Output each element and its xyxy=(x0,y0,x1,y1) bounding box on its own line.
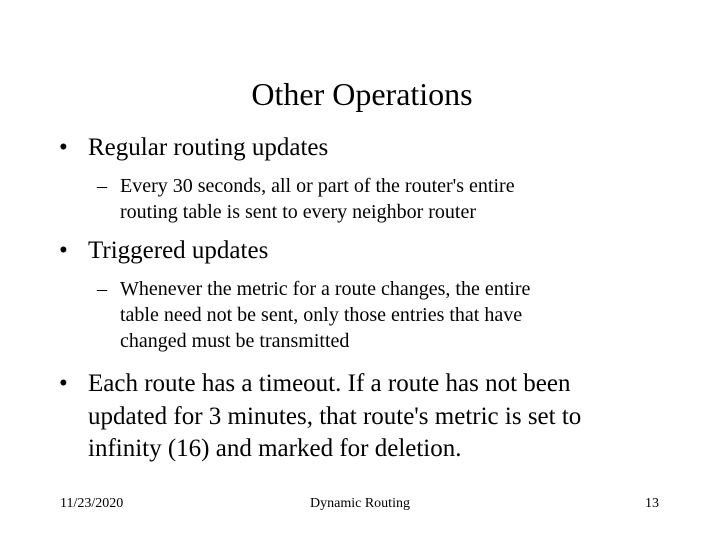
page-number: 13 xyxy=(645,496,659,511)
sub-bullet-triggered-updates xyxy=(97,276,530,354)
sub-bullet-line: changed must be transmitted xyxy=(120,330,350,352)
sub-bullet-line: routing table is sent to every neighbor router xyxy=(120,201,477,223)
sub-bullet-regular-updates xyxy=(97,173,515,225)
sub-bullet-line: Whenever the metric for a route changes, the entire xyxy=(120,278,531,300)
footer-date: 11/23/2020 xyxy=(60,496,124,511)
bullet-line: Each route has a timeout. If a route has not been xyxy=(88,370,571,397)
sub-bullet-line: Every 30 seconds, all or part of the router's entire xyxy=(120,175,515,197)
bullet-route-timeout xyxy=(59,368,581,466)
bullet-text: Regular routing updates xyxy=(88,134,329,161)
sub-bullet-mark: – xyxy=(97,175,107,197)
bullet-line: updated for 3 minutes, that route's metric is set to xyxy=(88,402,582,430)
footer-title: Dynamic Routing xyxy=(310,496,410,511)
bullet-mark: • xyxy=(59,134,68,161)
bullet-mark: • xyxy=(59,237,68,264)
sub-bullet-line: table need not be sent, only those entries that have xyxy=(120,304,523,326)
bullet-text: Triggered updates xyxy=(88,237,269,264)
bullet-line: infinity (16) and marked for deletion. xyxy=(88,435,462,462)
sub-bullet-mark: – xyxy=(97,278,107,300)
bullet-mark: • xyxy=(59,370,68,397)
slide-title: Other Operations xyxy=(251,76,473,112)
